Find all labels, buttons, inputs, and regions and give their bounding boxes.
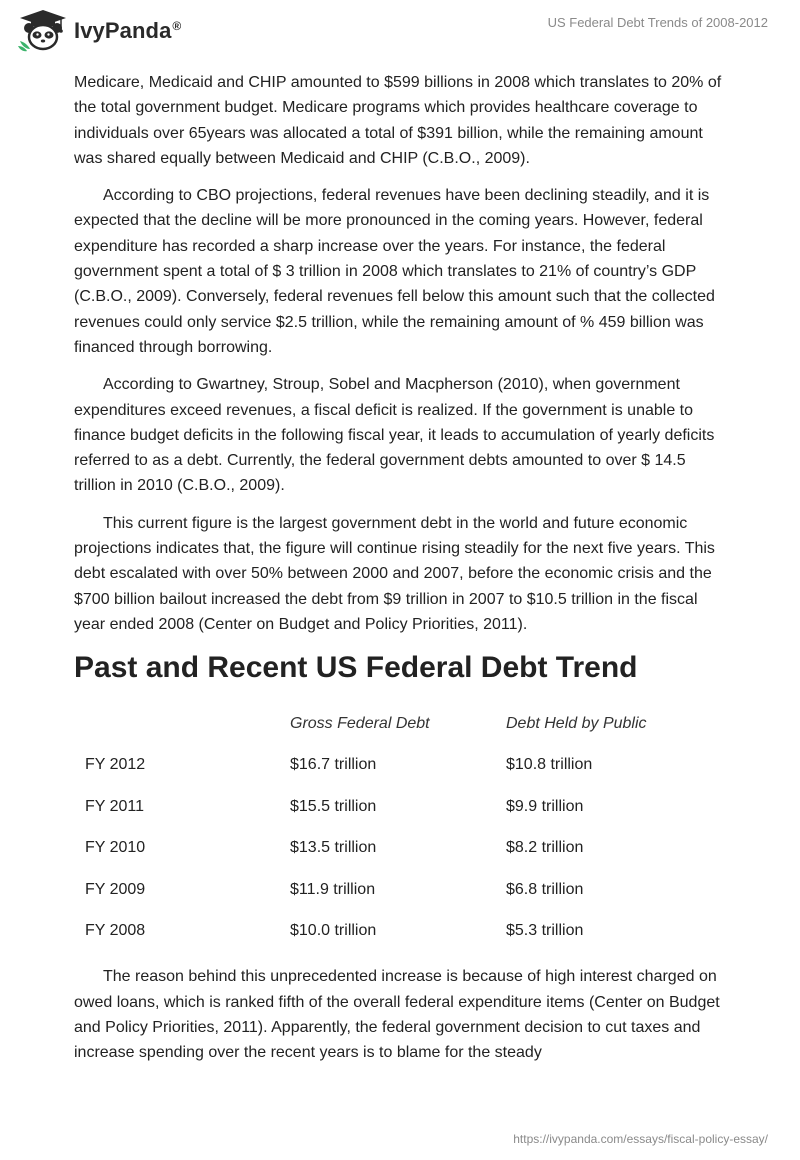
table-cell-year: FY 2009 bbox=[85, 880, 146, 898]
table-cell-gross-debt: $16.7 trillion bbox=[290, 756, 377, 774]
panda-graduate-icon bbox=[16, 8, 70, 52]
table-header-gross-debt: Gross Federal Debt bbox=[290, 714, 430, 732]
table-header-public-debt: Debt Held by Public bbox=[506, 714, 647, 732]
table-header-row bbox=[74, 703, 722, 745]
table-cell-year: FY 2010 bbox=[85, 839, 146, 857]
table-cell-year: FY 2012 bbox=[85, 756, 146, 774]
page-header bbox=[0, 0, 800, 70]
brand-name: IvyPanda® bbox=[74, 18, 182, 43]
table-cell-public-debt: $6.8 trillion bbox=[506, 880, 584, 898]
section-heading: Past and Recent US Federal Debt Trend bbox=[74, 651, 638, 685]
table-cell-gross-debt: $15.5 trillion bbox=[290, 797, 377, 815]
paragraph-cbo-projections: According to CBO projections, federal revenues have been declining steadily, and it is expected that the decline will be more pronounced in the coming years. However, federal expenditure has recorded a sharp increase over the years. For instance, the federal government spent a total of $ 3 trillion in 2008 which translates to 21% of country’s GDP (C.B.O., 2009). Conversely, federal revenues fell below this amount such that the collected revenues could only service $2.5 trillion, while the remaining amount of % 459 billion was financed through borrowing. bbox=[74, 187, 715, 356]
table-cell-public-debt: $10.8 trillion bbox=[506, 756, 593, 774]
paragraph-debt-escalation: This current figure is the largest government debt in the world and future economic projections indicates that, the figure will continue rising steadily for the next five years. This debt escalated with over 50% between 2000 and 2007, before the economic crisis and the $700 billion bailout increased the debt from $9 trillion in 2007 to $10.5 trillion in the fiscal year ended 2008 (Center on Budget and Policy Priorities, 2011). bbox=[74, 514, 715, 633]
table-row bbox=[74, 869, 722, 911]
table-header-year bbox=[74, 703, 290, 745]
table-row bbox=[74, 911, 722, 953]
table-cell-year: FY 2011 bbox=[85, 797, 145, 815]
table-cell-gross-debt: $13.5 trillion bbox=[290, 839, 377, 857]
table-cell-public-debt: $8.2 trillion bbox=[506, 839, 584, 857]
table-cell-gross-debt: $11.9 trillion bbox=[290, 880, 376, 898]
paragraph-fiscal-deficit: According to Gwartney, Stroup, Sobel and Macpherson (2010), when government expenditures exceed revenues, a fiscal deficit is realized. If the government is unable to finance budget deficits in the following fiscal year, it leads to accumulation of yearly deficits referred to as a debt. Currently, the federal government debts amounted to over $ 14.5 trillion in 2010 (C.B.O., 2009). bbox=[74, 376, 715, 495]
table-cell-public-debt: $5.3 trillion bbox=[506, 922, 584, 940]
source-url[interactable]: https://ivypanda.com/essays/fiscal-policy-essay/ bbox=[513, 1132, 768, 1146]
table-cell-public-debt: $9.9 trillion bbox=[506, 797, 584, 815]
table-cell-year: FY 2008 bbox=[85, 922, 146, 940]
debt-table bbox=[74, 703, 722, 952]
table-row bbox=[74, 745, 722, 787]
essay-body bbox=[74, 70, 722, 1077]
table-row bbox=[74, 786, 722, 828]
paragraph-medicare: Medicare, Medicaid and CHIP amounted to $599 billions in 2008 which translates to 20% of the total government budget. Medicare programs which provides healthcare coverage to individuals over 65years was allocated a total of $391 billion, while the remaining amount was shared equally between Medicaid and CHIP (C.B.O., 2009). bbox=[74, 74, 722, 167]
table-cell-gross-debt: $10.0 trillion bbox=[290, 922, 377, 940]
paragraph-interest-increase: The reason behind this unprecedented increase is because of high interest charged on owed loans, which is ranked fifth of the overall federal expenditure items (Center on Budget and Policy Priorities, 2011). Apparently, the federal government decision to cut taxes and increase spending over the recent years is to blame for the steady bbox=[74, 968, 720, 1062]
table-row bbox=[74, 828, 722, 870]
document-title: US Federal Debt Trends of 2008-2012 bbox=[547, 15, 768, 30]
ivypanda-logo[interactable] bbox=[16, 8, 181, 52]
